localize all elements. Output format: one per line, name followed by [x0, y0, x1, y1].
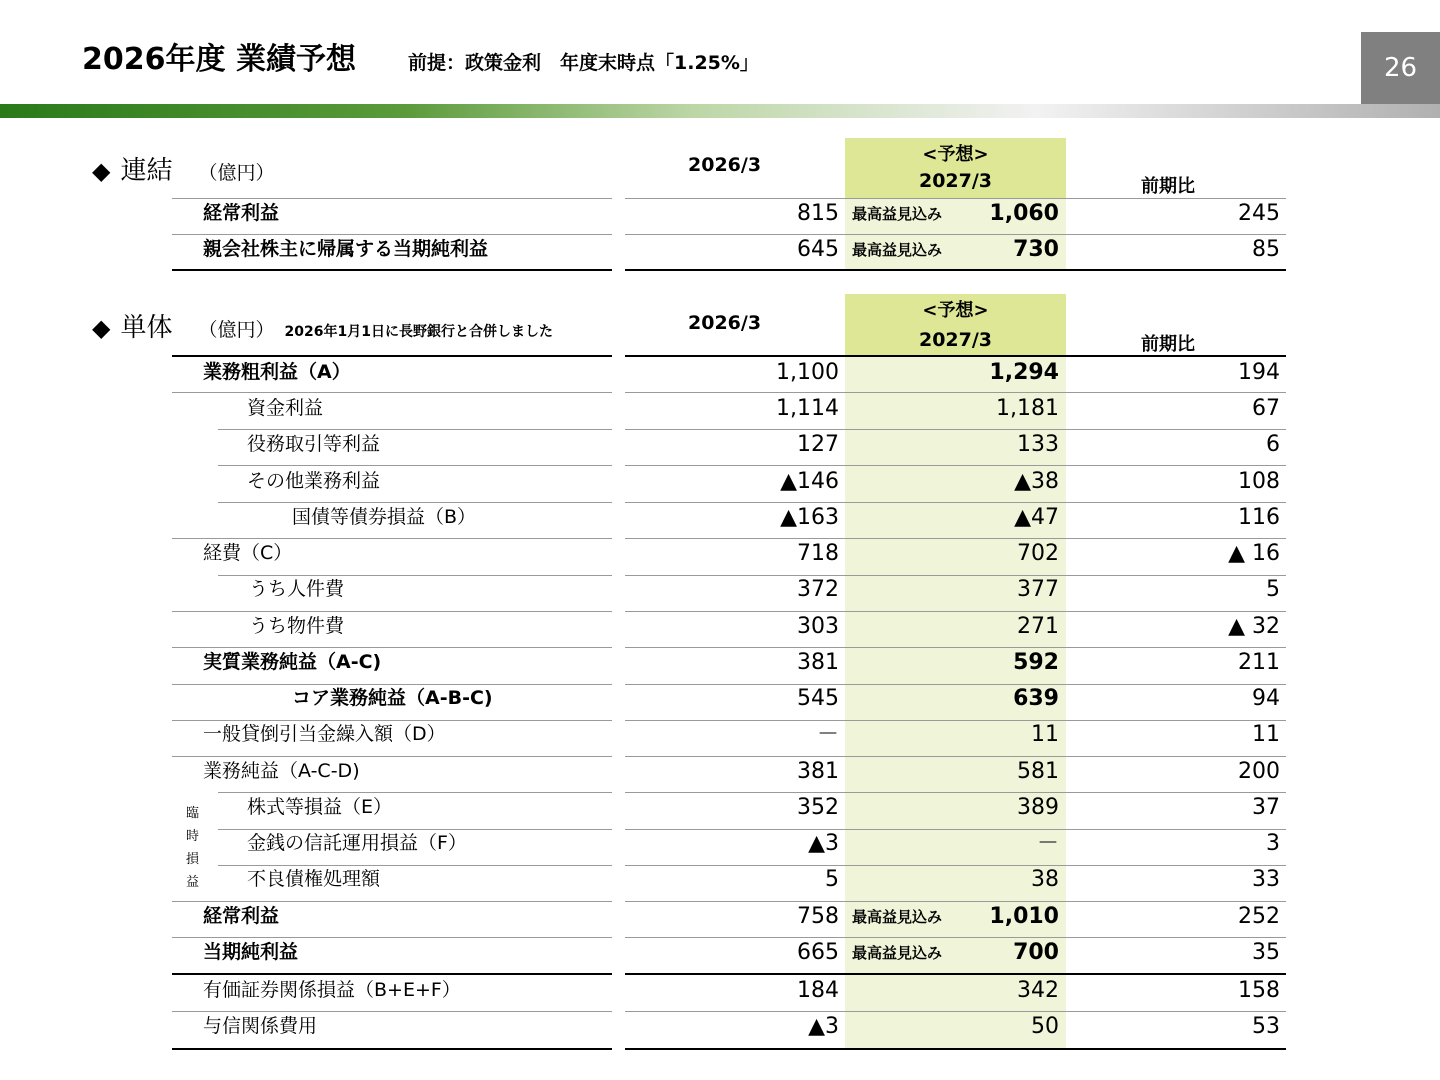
row-label: 株式等損益（E）	[247, 796, 393, 818]
consolidated-col-prev: 2026/3	[688, 154, 762, 176]
table-rule	[625, 647, 1286, 648]
cell-yoy: 37	[1252, 795, 1280, 820]
cell-forecast: 1,010	[989, 904, 1059, 929]
cell-yoy: 108	[1238, 469, 1280, 494]
cell-forecast: 389	[1017, 795, 1059, 820]
cell-prev: ▲3	[808, 1014, 839, 1039]
cell-prev: 1,114	[776, 396, 839, 421]
cell-prev: 758	[797, 904, 839, 929]
row-label: 資金利益	[247, 397, 324, 419]
table-rule	[625, 937, 1286, 938]
table-rule	[172, 937, 612, 938]
consolidated-col-forecast-tag: <予想>	[922, 144, 989, 165]
consolidated-col-yoy: 前期比	[1141, 176, 1195, 197]
diamond-bullet-icon: ◆	[92, 157, 111, 185]
standalone-col-prev: 2026/3	[688, 312, 762, 334]
table-rule	[625, 198, 1286, 199]
cell-yoy: 35	[1252, 940, 1280, 965]
page-number: 26	[1361, 32, 1440, 104]
record-profit-badge: 最高益見込み	[852, 944, 943, 962]
row-label: 与信関係費用	[203, 1015, 318, 1037]
table-rule	[218, 502, 612, 503]
row-label: 親会社株主に帰属する当期純利益	[203, 238, 489, 260]
row-label: 業務純益（A-C-D)	[203, 760, 360, 782]
table-row	[0, 355, 1440, 391]
table-rule	[625, 611, 1286, 612]
row-label: 経常利益	[203, 905, 280, 927]
table-rule	[218, 429, 612, 430]
table-rule	[625, 392, 1286, 393]
table-rule	[625, 575, 1286, 576]
cell-prev: 545	[797, 686, 839, 711]
standalone-col-forecast: 2027/3	[918, 329, 993, 351]
table-row	[0, 973, 1440, 1009]
table-rule	[172, 973, 612, 975]
row-label: うち物件費	[249, 615, 345, 637]
record-profit-badge: 最高益見込み	[852, 241, 943, 259]
row-label: 不良債権処理額	[247, 868, 381, 890]
row-label: 経常利益	[203, 202, 280, 224]
cell-prev: 1,100	[776, 360, 839, 385]
table-rule	[218, 865, 612, 866]
header-gradient-bar	[0, 104, 1440, 118]
table-rule	[172, 720, 612, 721]
table-rule	[625, 1011, 1286, 1012]
cell-prev: 352	[797, 795, 839, 820]
cell-yoy: 158	[1238, 978, 1280, 1003]
table-rule	[172, 198, 612, 199]
table-row	[0, 536, 1440, 572]
cell-yoy: 5	[1266, 577, 1280, 602]
cell-forecast: 581	[1017, 759, 1059, 784]
table-row	[0, 899, 1440, 935]
table-rule	[625, 269, 1286, 271]
cell-prev: ▲146	[780, 469, 839, 494]
cell-forecast: 1,060	[989, 201, 1059, 226]
row-label: 業務粗利益（A）	[203, 361, 351, 383]
cell-prev: ▲3	[808, 831, 839, 856]
table-row	[0, 935, 1440, 971]
row-label: 実質業務純益（A-C)	[203, 651, 382, 673]
cell-forecast: 50	[1031, 1014, 1059, 1039]
row-label: うち人件費	[249, 578, 345, 600]
side-label-char: 臨	[186, 806, 200, 821]
consolidated-title: 連結	[120, 156, 173, 186]
record-profit-badge: 最高益見込み	[852, 205, 943, 223]
table-row	[0, 500, 1440, 536]
table-rule	[172, 647, 612, 648]
cell-forecast: 342	[1017, 978, 1059, 1003]
table-row	[0, 196, 1440, 232]
table-rule	[172, 1011, 612, 1012]
consolidated-col-forecast: 2027/3	[918, 170, 993, 192]
table-row	[0, 790, 1440, 826]
table-row	[0, 681, 1440, 717]
cell-yoy: 11	[1252, 722, 1280, 747]
table-rule	[625, 234, 1286, 235]
cell-yoy: ▲ 16	[1228, 541, 1280, 566]
cell-forecast: ▲38	[1014, 469, 1059, 494]
table-rule	[172, 392, 612, 393]
table-rule	[218, 829, 612, 830]
table-rule	[625, 865, 1286, 866]
row-label: 役務取引等利益	[247, 433, 381, 455]
table-row	[0, 464, 1440, 500]
table-rule	[625, 792, 1286, 793]
row-label: その他業務利益	[247, 470, 381, 492]
row-label: コア業務純益（A-B-C)	[292, 687, 493, 709]
table-rule	[625, 465, 1286, 466]
table-rule	[625, 502, 1286, 503]
standalone-unit: （億円）	[198, 319, 275, 341]
cell-prev: 815	[797, 201, 839, 226]
table-rule	[218, 575, 612, 576]
table-rule	[625, 720, 1286, 721]
cell-yoy: 67	[1252, 396, 1280, 421]
cell-prev: 303	[797, 614, 839, 639]
cell-yoy: 3	[1266, 831, 1280, 856]
table-rule	[172, 684, 612, 685]
table-row	[0, 645, 1440, 681]
cell-prev: 381	[797, 650, 839, 675]
record-profit-badge: 最高益見込み	[852, 908, 943, 926]
side-label-char: 時	[186, 829, 200, 844]
table-rule	[172, 611, 612, 612]
standalone-col-forecast-tag: <予想>	[922, 300, 989, 321]
cell-prev: 5	[825, 867, 839, 892]
cell-yoy: 211	[1238, 650, 1280, 675]
page-title: 2026年度 業績予想	[82, 42, 356, 77]
table-rule	[625, 756, 1286, 757]
table-rule	[625, 355, 1286, 357]
page-subtitle: 前提：政策金利 年度末時点「1.25%」	[408, 52, 759, 74]
table-row	[0, 717, 1440, 753]
table-rule	[625, 1048, 1286, 1050]
table-rule	[218, 792, 612, 793]
cell-yoy: ▲ 32	[1228, 614, 1280, 639]
cell-forecast: 133	[1017, 432, 1059, 457]
consolidated-heading	[92, 150, 275, 187]
table-rule	[172, 355, 612, 357]
cell-forecast: ▲47	[1014, 505, 1059, 530]
table-rule	[625, 973, 1286, 975]
cell-yoy: 200	[1238, 759, 1280, 784]
cell-prev: 372	[797, 577, 839, 602]
standalone-heading	[92, 307, 553, 344]
cell-prev: 645	[797, 237, 839, 262]
row-label: 国債等債券損益（B）	[292, 506, 477, 528]
table-row	[0, 427, 1440, 463]
standalone-merger-note: 2026年1月1日に長野銀行と合併しました	[284, 324, 553, 340]
cell-yoy: 6	[1266, 432, 1280, 457]
table-row	[0, 862, 1440, 898]
row-label: 有価証券関係損益（B+E+F）	[203, 979, 461, 1001]
cell-forecast: －	[1036, 831, 1059, 856]
cell-forecast: 639	[1013, 686, 1059, 711]
cell-forecast: 377	[1017, 577, 1059, 602]
cell-prev: 127	[797, 432, 839, 457]
table-row	[0, 609, 1440, 645]
cell-forecast: 1,294	[989, 360, 1059, 385]
standalone-title: 単体	[120, 313, 173, 343]
table-row	[0, 1009, 1440, 1045]
cell-yoy: 194	[1238, 360, 1280, 385]
table-row	[0, 232, 1440, 268]
table-rule	[625, 538, 1286, 539]
cell-forecast: 271	[1017, 614, 1059, 639]
table-row	[0, 826, 1440, 862]
table-rule	[172, 901, 612, 902]
cell-yoy: 53	[1252, 1014, 1280, 1039]
side-label-char: 益	[186, 875, 200, 890]
cell-prev: －	[816, 722, 839, 747]
row-label: 一般貸倒引当金繰入額（D）	[203, 723, 446, 745]
cell-yoy: 245	[1238, 201, 1280, 226]
table-row	[0, 754, 1440, 790]
side-label-char: 損	[186, 852, 200, 867]
row-label: 金銭の信託運用損益（F）	[247, 832, 467, 854]
cell-prev: 381	[797, 759, 839, 784]
table-rule	[625, 829, 1286, 830]
cell-forecast: 702	[1017, 541, 1059, 566]
cell-forecast: 700	[1013, 940, 1059, 965]
cell-forecast: 11	[1031, 722, 1059, 747]
cell-forecast: 38	[1031, 867, 1059, 892]
row-label: 経費（C）	[203, 542, 293, 564]
cell-yoy: 94	[1252, 686, 1280, 711]
table-rule	[218, 465, 612, 466]
cell-prev: ▲163	[780, 505, 839, 530]
cell-yoy: 252	[1238, 904, 1280, 929]
cell-prev: 665	[797, 940, 839, 965]
cell-forecast: 592	[1013, 650, 1059, 675]
table-row	[0, 572, 1440, 608]
cell-forecast: 1,181	[996, 396, 1059, 421]
table-rule	[172, 538, 612, 539]
table-rule	[172, 1048, 612, 1050]
table-rule	[625, 429, 1286, 430]
cell-yoy: 116	[1238, 505, 1280, 530]
table-rule	[172, 756, 612, 757]
row-label: 当期純利益	[203, 941, 299, 963]
diamond-bullet-icon: ◆	[92, 314, 111, 342]
cell-prev: 184	[797, 978, 839, 1003]
table-rule	[172, 234, 612, 235]
cell-forecast: 730	[1013, 237, 1059, 262]
cell-yoy: 85	[1252, 237, 1280, 262]
cell-prev: 718	[797, 541, 839, 566]
table-rule	[625, 684, 1286, 685]
consolidated-unit: （億円）	[198, 162, 275, 184]
table-rule	[172, 269, 612, 271]
table-rule	[625, 901, 1286, 902]
table-row	[0, 391, 1440, 427]
cell-yoy: 33	[1252, 867, 1280, 892]
standalone-col-yoy: 前期比	[1141, 334, 1195, 355]
